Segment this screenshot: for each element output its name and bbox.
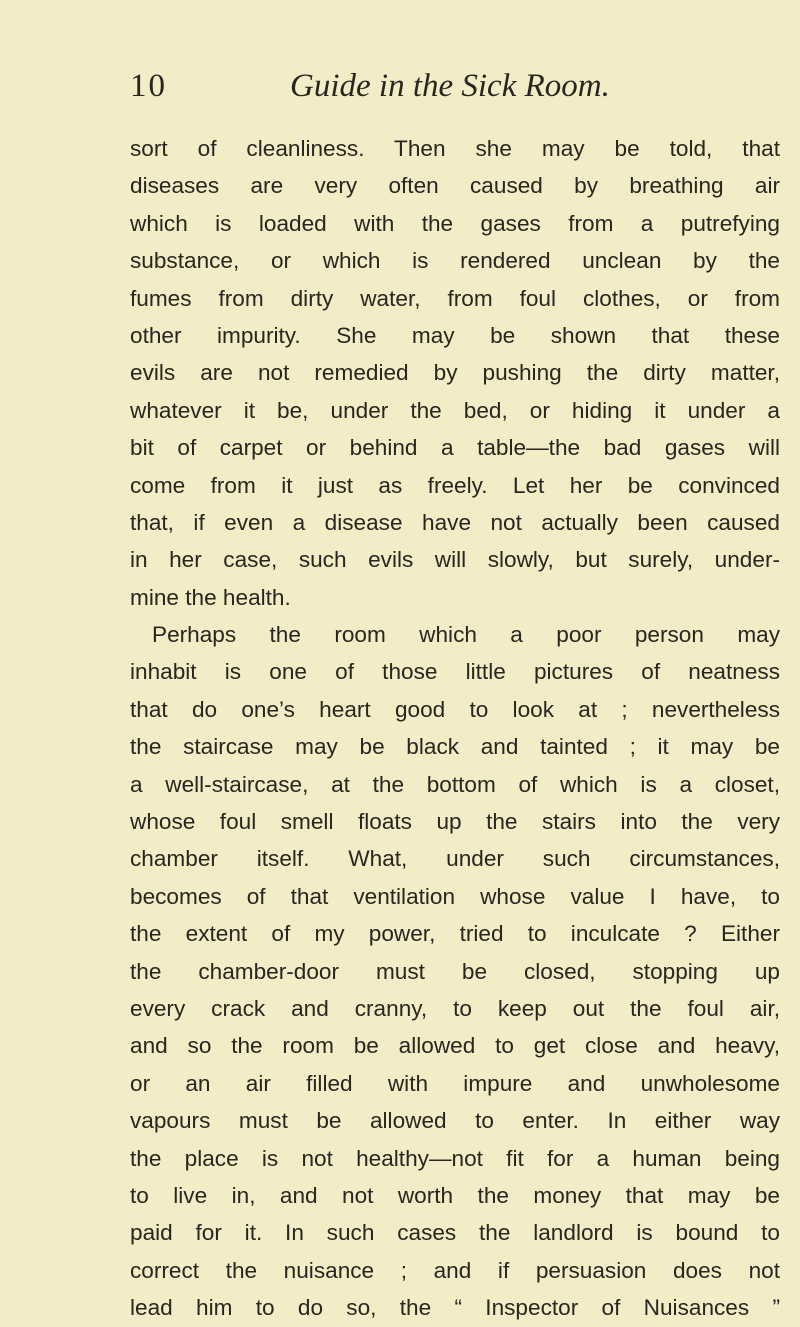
text-line: come from it just as freely. Let her be convinced <box>130 472 780 498</box>
text-line: that do one’s heart good to look at ; nevertheless <box>130 696 780 722</box>
body-text <box>130 130 780 1327</box>
text-line: substance, or which is rendered unclean by the <box>130 248 780 274</box>
text-line: paid for it. In such cases the landlord is bound to <box>130 1220 780 1246</box>
text-line: which is loaded with the gases from a putrefying <box>130 210 780 236</box>
text-line: Perhaps the room which a poor person may <box>152 622 780 648</box>
text-line: the chamber-door must be closed, stopping up <box>130 958 780 984</box>
text-line: bit of carpet or behind a table—the bad gases will <box>130 435 780 461</box>
text-line: diseases are very often caused by breathing air <box>130 173 780 199</box>
page-header <box>130 68 780 118</box>
text-line: a well-staircase, at the bottom of which is a closet, <box>130 771 780 797</box>
text-line: whatever it be, under the bed, or hiding it under a <box>130 397 780 423</box>
text-line: chamber itself. What, under such circumstances, <box>130 846 780 872</box>
text-line: becomes of that ventilation whose value I have, to <box>130 883 780 909</box>
text-line: or an air filled with impure and unwholesome <box>130 1070 780 1096</box>
text-line: mine the health. <box>130 584 291 610</box>
text-line: the staircase may be black and tainted ; it may be <box>130 734 780 760</box>
text-line: and so the room be allowed to get close and heavy, <box>130 1033 780 1059</box>
text-line: inhabit is one of those little pictures of neatness <box>130 659 780 685</box>
paragraph <box>130 130 780 616</box>
text-line: vapours must be allowed to enter. In either way <box>130 1108 780 1134</box>
text-line: evils are not remedied by pushing the dirty matter, <box>130 360 780 386</box>
running-title: Guide in the Sick Room. <box>290 68 610 104</box>
text-line: every crack and cranny, to keep out the foul air, <box>130 995 780 1021</box>
paragraph <box>130 616 780 1326</box>
text-line: fumes from dirty water, from foul clothes, or from <box>130 285 780 311</box>
text-line: the extent of my power, tried to inculcate ? Either <box>130 921 780 947</box>
text-line: sort of cleanliness. Then she may be told, that <box>130 136 780 161</box>
text-line: correct the nuisance ; and if persuasion does not <box>130 1257 780 1283</box>
text-line: to live in, and not worth the money that may be <box>130 1182 780 1208</box>
text-line: that, if even a disease have not actually been caused <box>130 509 780 535</box>
page-number: 10 <box>130 68 167 104</box>
text-line: the place is not healthy—not fit for a human being <box>130 1145 780 1171</box>
text-line: whose foul smell floats up the stairs into the very <box>130 809 780 835</box>
text-line: lead him to do so, the “ Inspector of Nuisances ” <box>130 1295 780 1321</box>
text-line: in her case, such evils will slowly, but surely, under- <box>130 547 780 573</box>
text-line: other impurity. She may be shown that these <box>130 322 780 348</box>
